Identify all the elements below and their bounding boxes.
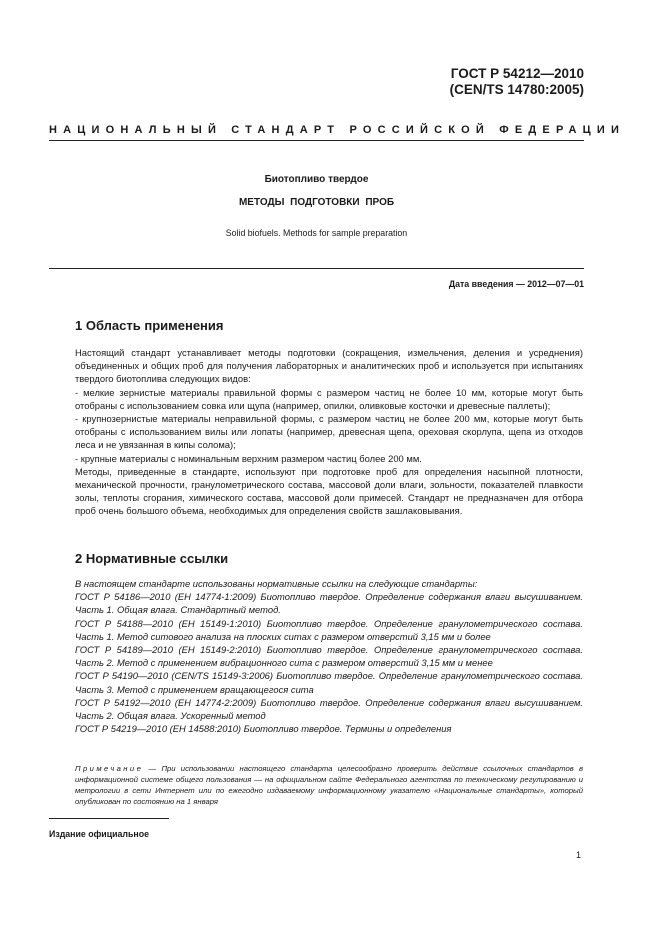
paragraph: Настоящий стандарт устанавливает методы подготовки (сокращения, измельчения, деления и усреднения) объединенных и общих проб для получения лабораторных и аналитических проб и используется при испытаниях твердого биотоплива следующих видов: (75, 347, 583, 385)
reference-item: ГОСТ Р 54189—2010 (ЕН 15149-2:2010) Биотопливо твердое. Определение гранулометрического состава. Часть 2. Метод с применением вибрационного сита с размером отверстий 3,15 мм и менее (75, 644, 583, 669)
paragraph: Методы, приведенные в стандарте, используют при подготовке проб для определения насыпной плотности, механической прочности, гранулометрического состава, массовой доли влаги, зольности, показателей плавкости золы, теплоты сгорания, химического состава, массовой доли примесей. Стандарт не предназначен для отбора проб очень большого объема, необходимых для определения свойств зашлаковывания. (75, 465, 583, 517)
note-label: Примечание (75, 764, 144, 773)
gost-number: ГОСТ Р 54212—2010 (450, 66, 584, 81)
document-code (450, 66, 584, 98)
section-2-body (75, 577, 583, 735)
page-number: 1 (575, 850, 581, 860)
edition-label: Издание официальное (49, 829, 149, 839)
cen-number: (CEN/TS 14780:2005) (449, 82, 584, 97)
section-1-body (75, 346, 583, 518)
title-subject: Биотопливо твердое (264, 174, 369, 185)
reference-item: ГОСТ Р 54192—2010 (ЕН 14774-2:2009) Биотопливо твердое. Определение содержания влаги высушиванием. Часть 2. Общая влага. Ускоренный метод (75, 696, 583, 722)
title-english: Solid biofuels. Methods for sample preparation (225, 228, 408, 238)
section-2-heading: 2 Нормативные ссылки (75, 551, 229, 566)
intro-date: Дата введения — 2012—07—01 (448, 279, 584, 289)
title-main: МЕТОДЫ ПОДГОТОВКИ ПРОБ (238, 197, 395, 208)
paragraph: В настоящем стандарте использованы нормативные ссылки на следующие стандарты: (75, 578, 478, 589)
section-1-heading: 1 Область применения (75, 318, 224, 333)
list-item: - крупные материалы с номинальным верхним размером частиц более 200 мм. (75, 452, 422, 464)
reference-item: ГОСТ Р 54219—2010 (ЕН 14588:2010) Биотопливо твердое. Термины и определения (75, 723, 452, 735)
divider-top (49, 140, 584, 141)
reference-item: ГОСТ Р 54186—2010 (ЕН 14774-1:2009) Биотопливо твердое. Определение содержания влаги высушиванием. Часть 1. Общая влага. Стандартный метод. (75, 591, 583, 616)
note (75, 763, 583, 807)
national-standard-banner: НАЦИОНАЛЬНЫЙ СТАНДАРТ РОССИЙСКОЙ ФЕДЕРАЦИИ (49, 124, 626, 136)
reference-item: ГОСТ Р 54188—2010 (ЕН 15149-1:2010) Биотопливо твердое. Определение гранулометрического состава. Часть 1. Метод ситового анализа на плоских ситах с размером отверстий 3,15 мм и более (75, 617, 583, 642)
reference-item: ГОСТ Р 54190—2010 (CEN/TS 15149-3:2006) Биотопливо твердое. Определение гранулометрического состава. Часть 3. Метод с применением вращающегося сита (75, 670, 583, 695)
divider-title (49, 268, 584, 269)
list-item: - мелкие зернистые материалы правильной формы с размером частиц не более 10 мм, которые могут быть отобраны с использованием совка или щупа (например, опилки, оливковые косточки и древесные паллеты); (75, 386, 583, 411)
note-text: — При использовании настоящего стандарта целесообразно проверить действие ссылочных стандартов в информационной системе общего пользования — на официальном сайте Федерального агентства по техническому регулированию и метрологии в сети Интернет или по ежегодно издаваемому информационному указателю «Национальные стандарты», который опубликован по состоянию на 1 января (75, 764, 583, 806)
divider-footer (49, 818, 169, 819)
list-item: - крупнозернистые материалы неправильной формы, с размером частиц не более 200 мм, которые могут быть отобраны с использованием вилы или лопаты (например, древесная щепа, ореховая скорлупа, щепа из отходов леса и не увязанная в кипы солома); (75, 413, 583, 451)
